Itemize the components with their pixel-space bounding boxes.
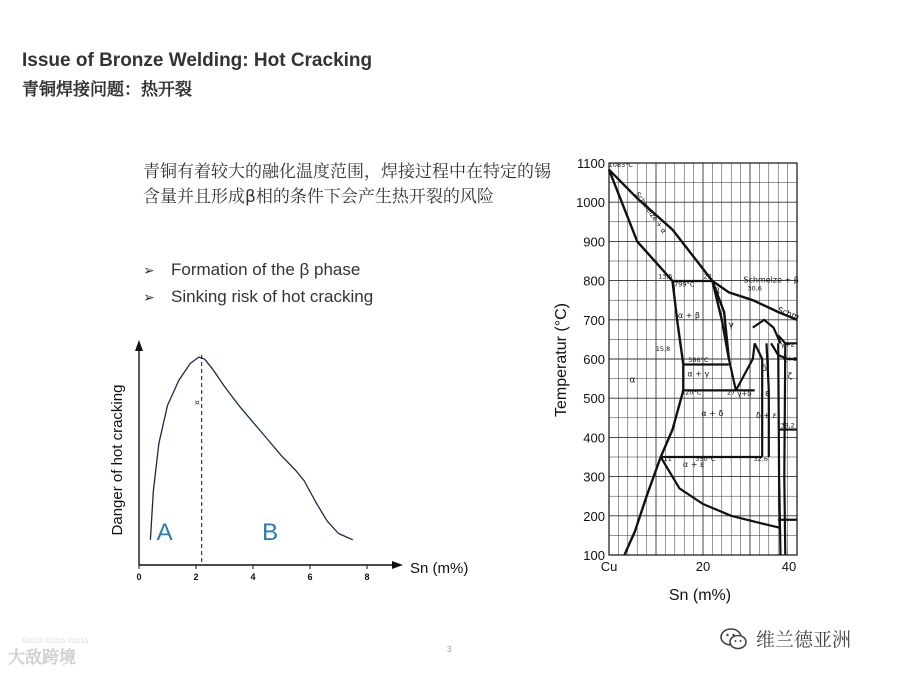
phase-label: α + ε xyxy=(682,459,705,469)
bullet-text: Sinking risk of hot cracking xyxy=(171,287,374,306)
x-tick-label: 6 xyxy=(307,572,313,582)
y-tick-label: 100 xyxy=(583,548,605,563)
wechat-icon xyxy=(720,628,748,650)
phase-label: ε xyxy=(764,389,770,400)
phase-boundary xyxy=(755,343,763,457)
phase-annotation: 22 xyxy=(703,272,712,281)
y-tick-label: 1100 xyxy=(577,156,605,171)
phase-label: Schmelze + β xyxy=(743,275,799,285)
phase-label: ζ xyxy=(787,371,793,381)
watermark-left xyxy=(8,643,76,668)
phase-annotation: 350°C xyxy=(695,454,716,463)
phase-annotation: 30,6 xyxy=(747,284,762,293)
region-label: A xyxy=(156,518,173,546)
x-tick-label: 40 xyxy=(781,559,797,574)
small-marker: ¤ xyxy=(194,398,200,407)
phase-label: Schm xyxy=(776,305,801,322)
bullet-text: Formation of the β phase xyxy=(171,260,361,279)
arrow-bullet-icon: ➢ xyxy=(143,290,155,306)
watermark-right xyxy=(720,625,851,652)
phase-boundary xyxy=(729,359,736,390)
phase-label: δ + ε xyxy=(755,410,777,420)
y-tick-label: 500 xyxy=(583,391,605,407)
phase-label: Schmelze + α xyxy=(633,190,668,236)
y-tick-label: 200 xyxy=(583,508,605,524)
phase-boundary xyxy=(753,320,781,344)
slide-title-en: Issue of Bronze Welding: Hot Cracking xyxy=(22,50,373,71)
region-label: B xyxy=(262,518,279,546)
phase-label: β xyxy=(714,287,720,298)
watermark-copyright: ©2015 ©2015 ©2015 xyxy=(22,638,89,645)
watermark-left-text: 大敌跨境 xyxy=(8,648,76,668)
phase-label: δ xyxy=(761,363,767,374)
y-tick-label: 1000 xyxy=(576,195,605,211)
phase-label: α + γ xyxy=(687,369,710,379)
phase-boundary xyxy=(661,454,779,528)
x-tick-label: 8 xyxy=(364,572,370,582)
phase-label: γ+ε xyxy=(780,341,795,350)
phase-annotation: 15,8 xyxy=(655,345,671,354)
x-tick-label: 0 xyxy=(136,572,142,582)
y-tick-label: 600 xyxy=(583,352,605,367)
y-tick-label: 300 xyxy=(583,469,605,485)
phase-label: γ xyxy=(728,320,734,331)
phase-annotation: 32,6 xyxy=(753,454,769,463)
x-tick-label: 4 xyxy=(250,572,256,582)
phase-annotation: 13,5 xyxy=(658,272,673,281)
phase-label: α xyxy=(629,375,636,386)
phase-annotation: 27 xyxy=(727,388,736,397)
y-tick-label: 900 xyxy=(583,234,605,250)
phase-boundary xyxy=(736,343,755,390)
phase-annotation: 586°C xyxy=(688,356,709,365)
x-tick-label: 2 xyxy=(193,572,199,582)
phase-annotation: 38,2 xyxy=(780,421,795,430)
page-number: 3 xyxy=(447,645,452,654)
phase-boundary xyxy=(784,343,785,555)
phase-boundary xyxy=(764,343,770,457)
phase-annotation: 1083°C xyxy=(608,160,633,169)
phase-annotation: 11 xyxy=(663,454,672,463)
y-tick-label: 400 xyxy=(583,430,605,446)
description-paragraph: 青铜有着较大的融化温度范围，焊接过程中在特定的锡含量并且形成β相的条件下会产生热开裂的风险 xyxy=(143,162,551,207)
x-axis-label: Sn (m%) xyxy=(410,560,469,577)
x-tick-label: 20 xyxy=(695,559,711,574)
arrow-bullet-icon: ➢ xyxy=(143,263,155,279)
phase-annotation: 520°C xyxy=(681,388,702,397)
phase-label: α + β xyxy=(677,310,700,320)
y-tick-label: 700 xyxy=(583,312,605,328)
watermark-right-text: 维兰德亚洲 xyxy=(756,629,852,651)
phase-label: γ+δ xyxy=(737,390,752,399)
phase-label: ζ+ε xyxy=(783,354,797,363)
y-tick-label: 800 xyxy=(583,273,605,289)
slide-title-cn: 青铜焊接问题：热开裂 xyxy=(22,80,192,100)
phase-boundary xyxy=(778,343,780,555)
x-tick-label: Cu xyxy=(600,559,618,574)
phase-annotation: 799°C xyxy=(674,280,695,289)
x-axis-label: Sn (m%) xyxy=(668,587,732,604)
y-axis-label: Danger of hot cracking xyxy=(109,384,126,536)
phase-label: α + δ xyxy=(701,408,724,418)
y-axis-label: Temperatur (°C) xyxy=(553,303,570,417)
